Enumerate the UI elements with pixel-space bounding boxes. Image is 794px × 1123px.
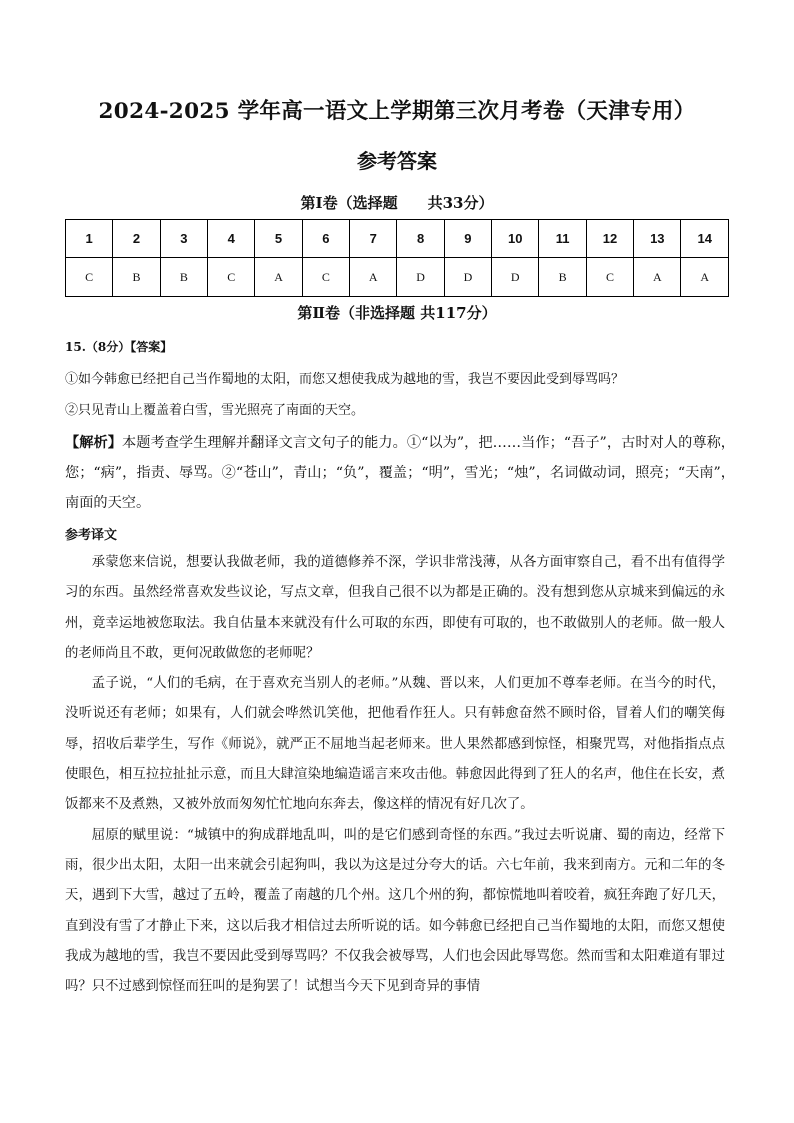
section1-heading: 第Ⅰ卷（选择题 共33分） (300, 194, 494, 212)
reference-translation (65, 548, 725, 1002)
question-number: 2 (113, 220, 160, 258)
question-number: 12 (586, 220, 633, 258)
answer-table-answer-row (66, 258, 729, 297)
answer-choice: D (444, 258, 491, 297)
answer-choice: A (255, 258, 302, 297)
question-15-heading: 15.（8分）【答案】 (65, 340, 173, 354)
question-15-answer-2: ②只见青山上覆盖着白雪，雪光照亮了南面的天空。 (65, 403, 365, 418)
question-15-analysis (65, 428, 735, 518)
page-title: 2024-2025 学年高一语文上学期第三次月考卷（天津专用） (98, 99, 696, 124)
question-number: 9 (444, 220, 491, 258)
translation-paragraph: 屈原的赋里说：“城镇中的狗成群地乱叫，叫的是它们感到奇怪的东西。”我过去听说庸、蜀的南边，经常下雨，很少出太阳，太阳一出来就会引起狗叫，我以为这是过分夸大的话。六七年前，我来到南方。元和二年的冬天，遇到下大雪，越过了五岭，覆盖了南越的几个州。这几个州的狗，都惊慌地叫着咬着，疯狂奔跑了好几天，直到没有雪了才静止下来，这以后我才相信过去所听说的话。如今韩愈已经把自己当作蜀地的太阳，而您又想使我成为越地的雪，我岂不要因此受到辱骂吗？不仅我会被辱骂，人们也会因此辱骂您。然而雪和太阳难道有罪过吗？只不过感到惊怪而狂叫的是狗罢了！试想当今天下见到奇异的事情 (65, 827, 725, 995)
answer-choice: C (302, 258, 349, 297)
question-number: 4 (208, 220, 255, 258)
answer-choice: B (160, 258, 207, 297)
question-number: 13 (634, 220, 681, 258)
answer-choice: C (586, 258, 633, 297)
question-number: 14 (681, 220, 729, 258)
question-number: 11 (539, 220, 586, 258)
answer-choice: D (492, 258, 539, 297)
question-number: 5 (255, 220, 302, 258)
question-number: 8 (397, 220, 444, 258)
answer-choice: B (539, 258, 586, 297)
translation-paragraph: 承蒙您来信说，想要认我做老师，我的道德修养不深，学识非常浅薄，从各方面审察自己，看不出有值得学习的东西。虽然经常喜欢发些议论，写点文章，但我自己很不以为都是正确的。没有想到您从京城来到偏远的永州，竟幸运地被您取法。我自估量本来就没有什么可取的东西，即使有可取的，也不敢做别人的老师。做一般人的老师尚且不敢，更何况敢做您的老师呢？ (65, 555, 725, 661)
answer-choice: D (397, 258, 444, 297)
answer-table-number-row (66, 220, 729, 258)
answer-choice: C (66, 258, 113, 297)
analysis-tag: 【解析】 (65, 435, 122, 451)
page-subtitle: 参考答案 (357, 149, 437, 173)
reference-translation-heading: 参考译文 (65, 528, 118, 543)
analysis-text: 本题考查学生理解并翻译文言文句子的能力。①“以为”，把……当作；“吾子”，古时对人的尊称，您；“病”，指责、辱骂。②“苍山”，青山；“负”，覆盖；“明”，雪光；“烛”，名词做动词，照亮；“天南”，南面的天空。 (65, 435, 735, 511)
answer-choice: A (634, 258, 681, 297)
answer-choice: A (681, 258, 729, 297)
section2-heading: 第Ⅱ卷（非选择题 共117分） (297, 304, 497, 322)
question-number: 10 (492, 220, 539, 258)
question-number: 6 (302, 220, 349, 258)
answer-choice: C (208, 258, 255, 297)
answer-table (65, 219, 729, 297)
question-number: 1 (66, 220, 113, 258)
translation-paragraph: 孟子说，“人们的毛病，在于喜欢充当别人的老师。”从魏、晋以来，人们更加不尊奉老师。在当今的时代，没听说还有老师；如果有，人们就会哗然讥笑他，把他看作狂人。只有韩愈奋然不顾时俗，冒着人们的嘲笑侮辱，招收后辈学生，写作《师说》，就严正不屈地当起老师来。世人果然都感到惊怪，相聚咒骂，对他指指点点使眼色，相互拉拉扯扯示意，而且大肆渲染地编造谣言来攻击他。韩愈因此得到了狂人的名声，他住在长安，煮饭都来不及煮熟，又被外放而匆匆忙忙地向东奔去，像这样的情况有好几次了。 (65, 676, 725, 813)
question-number: 3 (160, 220, 207, 258)
question-number: 7 (350, 220, 397, 258)
answer-choice: B (113, 258, 160, 297)
answer-choice: A (350, 258, 397, 297)
question-15-answer-1: ①如今韩愈已经把自己当作蜀地的太阳，而您又想使我成为越地的雪，我岂不要因此受到辱骂吗？ (65, 372, 625, 387)
